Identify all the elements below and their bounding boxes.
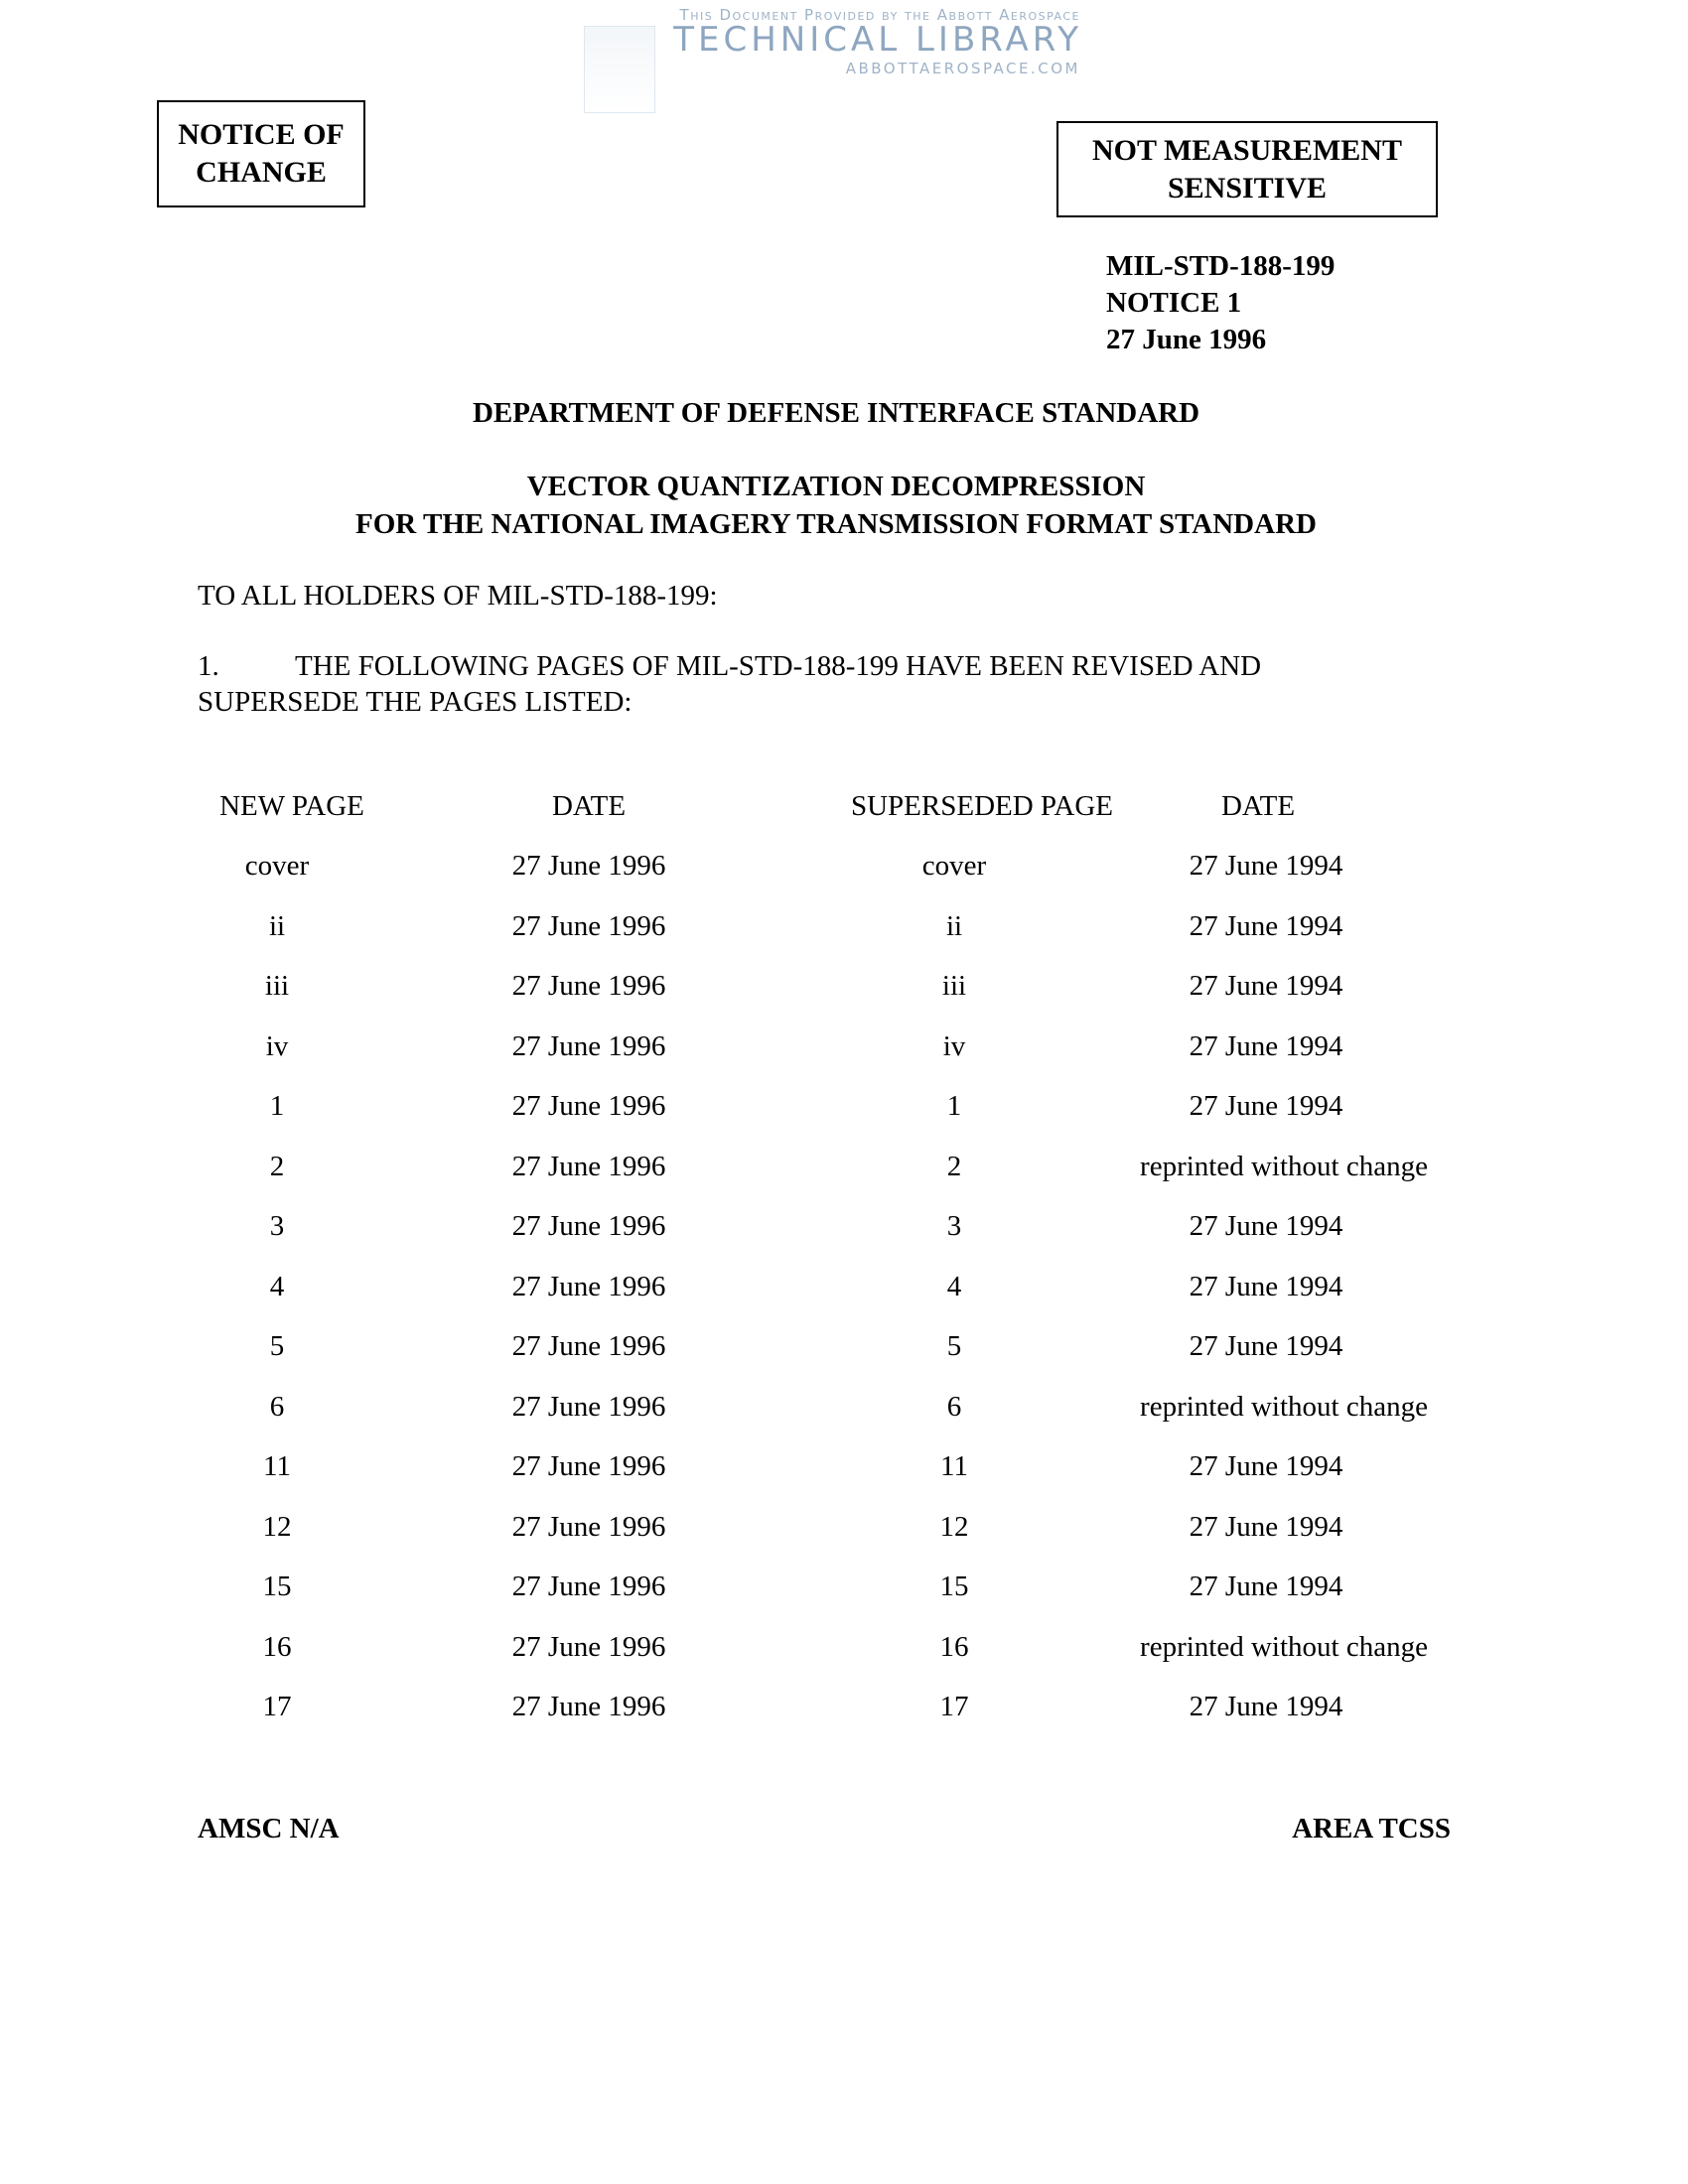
document-pages-icon	[584, 26, 655, 113]
addressee: TO ALL HOLDERS OF MIL-STD-188-199:	[198, 580, 718, 612]
header-superseded-page: SUPERSEDED PAGE	[850, 790, 1114, 822]
superseded-page-cell: 15	[939, 1570, 969, 1602]
notice-box-line2: CHANGE	[196, 156, 327, 189]
superseded-page-cell: iv	[942, 1029, 966, 1062]
new-date-cell: 27 June 1996	[511, 970, 666, 1002]
watermark-logo	[566, 4, 1082, 113]
new-page-cell: ii	[268, 909, 286, 942]
watermark-line2: TECHNICAL LIBRARY	[673, 20, 1082, 60]
superseded-date-cell: reprinted without change	[1140, 1630, 1428, 1663]
new-page-cell: 12	[262, 1510, 292, 1543]
new-date-cell: 27 June 1996	[511, 1270, 666, 1302]
watermark-line3: ABBOTTAEROSPACE.COM	[845, 60, 1080, 77]
superseded-page-cell: ii	[945, 909, 963, 942]
superseded-page-cell: 3	[946, 1210, 962, 1242]
superseded-date-cell: 27 June 1994	[1189, 1570, 1343, 1602]
superseded-page-cell: 16	[939, 1630, 969, 1663]
superseded-date-cell: 27 June 1994	[1189, 1450, 1343, 1482]
superseded-page-cell: 6	[946, 1390, 962, 1423]
superseded-date-cell: 27 June 1994	[1189, 970, 1343, 1002]
paragraph-number: 1.	[198, 650, 219, 682]
superseded-date-cell: 27 June 1994	[1189, 1330, 1343, 1362]
notice-box-line1: NOTICE OF	[178, 118, 345, 151]
superseded-page-cell: 12	[939, 1510, 969, 1543]
new-date-cell: 27 June 1996	[511, 909, 666, 942]
superseded-date-cell: 27 June 1994	[1189, 1210, 1343, 1242]
document-identifier	[1106, 248, 1335, 358]
new-page-cell: 4	[269, 1270, 285, 1302]
superseded-page-cell: cover	[921, 850, 987, 882]
superseded-date-cell: 27 June 1994	[1189, 1029, 1343, 1062]
new-page-cell: cover	[244, 850, 310, 882]
notice-of-change-box	[157, 100, 365, 207]
superseded-page-cell: 5	[946, 1330, 962, 1362]
superseded-page-cell: 4	[946, 1270, 962, 1302]
measurement-box-line2: SENSITIVE	[1167, 171, 1328, 205]
new-date-cell: 27 June 1996	[511, 1090, 666, 1122]
superseded-date-cell: 27 June 1994	[1189, 1691, 1343, 1722]
new-date-cell: 27 June 1996	[511, 1630, 666, 1663]
new-page-cell: 6	[269, 1390, 285, 1423]
new-page-cell: 5	[269, 1330, 285, 1362]
new-page-cell: 17	[262, 1691, 292, 1722]
superseded-date-cell: 27 June 1994	[1189, 1090, 1343, 1122]
header-superseded-date: DATE	[1220, 790, 1296, 822]
superseded-page-cell: 1	[946, 1090, 962, 1122]
new-date-cell: 27 June 1996	[511, 1570, 666, 1602]
new-page-cell: iii	[264, 970, 290, 1002]
superseded-date-cell: 27 June 1994	[1189, 909, 1343, 942]
area-label: AREA TCSS	[1292, 1813, 1451, 1844]
new-date-cell: 27 June 1996	[511, 1510, 666, 1543]
superseded-date-cell: 27 June 1994	[1189, 850, 1343, 882]
superseded-page-cell: 2	[946, 1150, 962, 1182]
department-heading: DEPARTMENT OF DEFENSE INTERFACE STANDARD	[472, 397, 1200, 429]
measurement-box-line1: NOT MEASUREMENT	[1092, 133, 1402, 167]
new-date-cell: 27 June 1996	[511, 1150, 666, 1182]
watermark-line1: This Document Provided by the Abbott Aerospace	[679, 6, 1080, 24]
new-page-cell: 1	[269, 1090, 285, 1122]
new-page-cell: 2	[269, 1150, 285, 1182]
new-page-cell: iv	[265, 1029, 289, 1062]
new-date-cell: 27 June 1996	[511, 1691, 666, 1722]
new-date-cell: 27 June 1996	[511, 1390, 666, 1423]
standard-number: MIL-STD-188-199	[1106, 250, 1336, 282]
new-date-cell: 27 June 1996	[511, 1029, 666, 1062]
new-date-cell: 27 June 1996	[511, 1210, 666, 1242]
header-date: DATE	[551, 790, 627, 822]
title-line2: FOR THE NATIONAL IMAGERY TRANSMISSION FORMAT STANDARD	[355, 508, 1317, 540]
superseded-date-cell: 27 June 1994	[1189, 1270, 1343, 1302]
header-new-page: NEW PAGE	[219, 790, 364, 822]
amsc-label: AMSC N/A	[198, 1813, 340, 1844]
superseded-date-cell: reprinted without change	[1140, 1150, 1428, 1182]
paragraph-line2: SUPERSEDE THE PAGES LISTED:	[198, 686, 633, 718]
superseded-date-cell: reprinted without change	[1140, 1390, 1428, 1423]
notice-date: 27 June 1996	[1106, 324, 1267, 355]
paragraph-line1: THE FOLLOWING PAGES OF MIL-STD-188-199 HAVE BEEN REVISED AND	[295, 650, 1262, 682]
notice-number: NOTICE 1	[1106, 287, 1242, 319]
title-line1: VECTOR QUANTIZATION DECOMPRESSION	[526, 471, 1146, 502]
new-date-cell: 27 June 1996	[511, 1330, 666, 1362]
new-date-cell: 27 June 1996	[511, 1450, 666, 1482]
new-page-cell: 15	[262, 1570, 292, 1602]
new-date-cell: 27 June 1996	[511, 850, 666, 882]
not-measurement-sensitive-box	[1056, 121, 1438, 217]
new-page-cell: 3	[269, 1210, 285, 1242]
new-page-cell: 16	[262, 1630, 292, 1663]
superseded-page-cell: 11	[940, 1450, 968, 1482]
superseded-page-cell: iii	[941, 970, 967, 1002]
superseded-date-cell: 27 June 1994	[1189, 1510, 1343, 1543]
superseded-page-cell: 17	[939, 1691, 969, 1722]
new-page-cell: 11	[263, 1450, 291, 1482]
